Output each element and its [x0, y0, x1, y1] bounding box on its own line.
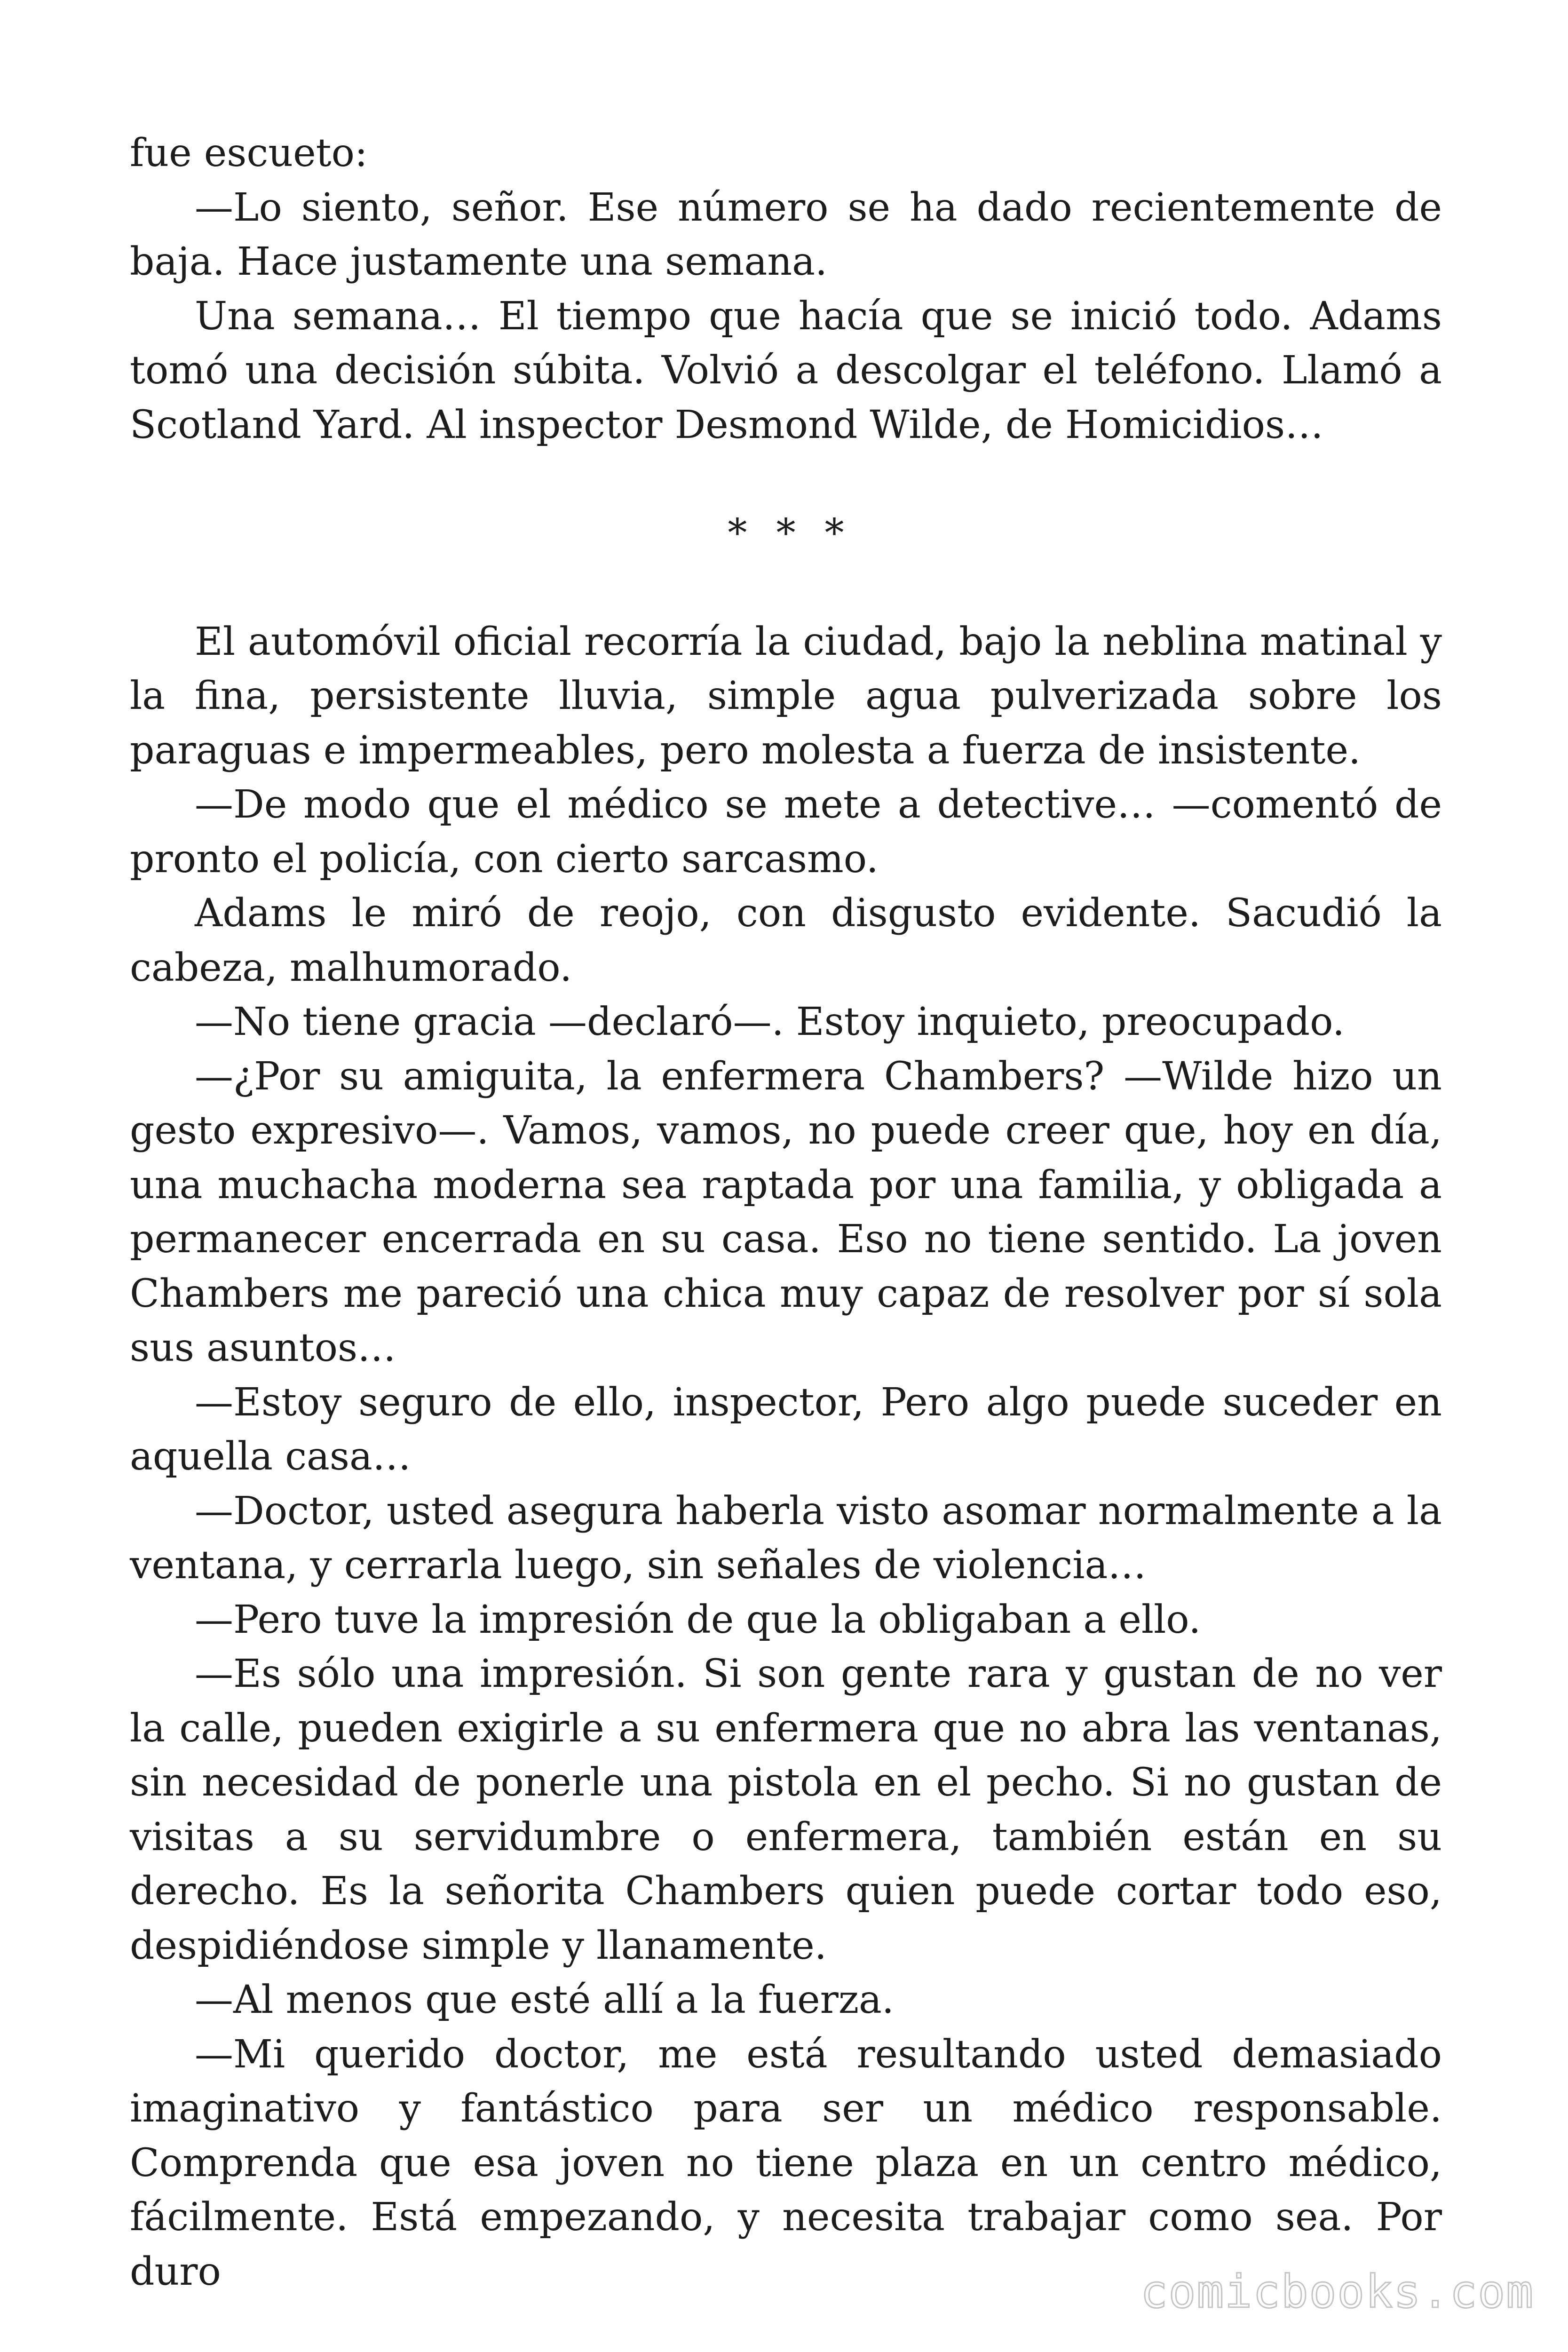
watermark: comicbooks.com [1140, 2265, 1534, 2318]
paragraph: —De modo que el médico se mete a detective… —comentó de pronto el policía, con cierto sarcasmo. [130, 782, 1442, 882]
paragraph: —No tiene gracia —declaró—. Estoy inquieto, preocupado. [195, 1000, 1345, 1044]
paragraph: —Mi querido doctor, me está resultando usted demasiado imaginativo y fantástico para ser un médico responsable. Comprenda que esa joven no tiene plaza en un centro médico, fácilmente. Está empezando, y necesita trabajar como sea. Por duro [130, 2032, 1442, 2294]
page-text [130, 126, 1442, 2299]
paragraph: Una semana… El tiempo que hacía que se inició todo. Adams tomó una decisión súbita. Volvió a descolgar el teléfono. Llamó a Scotland Yard. Al inspector Desmond Wilde, de Homicidios… [130, 294, 1442, 447]
paragraph: —Es sólo una impresión. Si son gente rara y gustan de no ver la calle, pueden exigirle a su enfermera que no abra las ventanas, sin necesidad de ponerle una pistola en el pecho. Si no gustan de visitas a su servidumbre o enfermera, también están en su derecho. Es la señorita Chambers quien puede cortar todo eso, despidiéndose simple y llanamente. [130, 1652, 1442, 1968]
section-break: * * * [728, 511, 853, 556]
paragraph: —Doctor, usted asegura haberla visto asomar normalmente a la ventana, y cerrarla luego, sin señales de violencia… [130, 1488, 1442, 1588]
paragraph: Adams le miró de reojo, con disgusto evidente. Sacudió la cabeza, malhumorado. [130, 891, 1442, 990]
paragraph: fue escueto: [130, 131, 368, 175]
paragraph: —Estoy seguro de ello, inspector, Pero algo puede suceder en aquella casa… [130, 1380, 1442, 1479]
paragraph: —Al menos que esté allí a la fuerza. [195, 1978, 894, 2022]
paragraph: —¿Por su amiguita, la enfermera Chambers? —Wilde hizo un gesto expresivo—. Vamos, vamos, no puede creer que, hoy en día, una muchacha moderna sea raptada por una familia, y obligada a permanecer encerrada en su casa. Eso no tiene sentido. La joven Chambers me pareció una chica muy capaz de resolver por sí sola sus asuntos… [130, 1054, 1442, 1370]
paragraph: El automóvil oficial recorría la ciudad, bajo la neblina matinal y la fina, persistente lluvia, simple agua pulverizada sobre los paraguas e impermeables, pero molesta a fuerza de insistente. [130, 619, 1442, 773]
paragraph: —Lo siento, señor. Ese número se ha dado recientemente de baja. Hace justamente una semana. [130, 185, 1442, 284]
paragraph: —Pero tuve la impresión de que la obligaban a ello. [195, 1597, 1201, 1642]
